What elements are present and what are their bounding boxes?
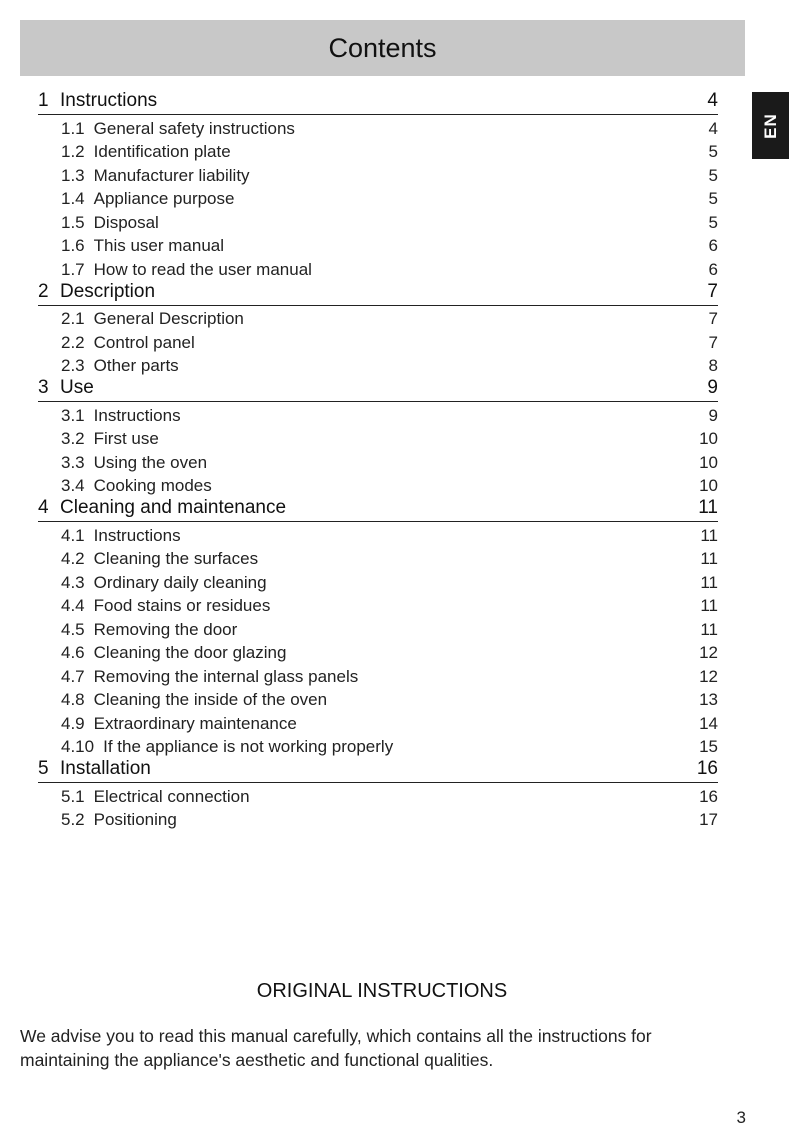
toc-entry-label [61, 714, 297, 734]
toc-entry[interactable] [38, 593, 718, 617]
toc-entry-number: 1.6 [61, 236, 85, 255]
toc-section-heading-label [38, 497, 286, 519]
toc-entry-label [61, 690, 327, 710]
toc-entry-number: 1.7 [61, 259, 85, 279]
toc-entry-number: 5.1 [61, 786, 85, 806]
advice-paragraph: We advise you to read this manual carefully, which contains all the instructions for maintaining the appliance's aesthetic and functional qualities. [20, 1026, 652, 1070]
toc-entry-page: 11 [700, 525, 718, 545]
toc-entry[interactable] [38, 687, 718, 711]
toc-entry[interactable] [38, 233, 718, 257]
toc-entry[interactable] [38, 162, 718, 186]
toc-entry-title: Appliance purpose [93, 189, 235, 208]
toc-entry-page: 5 [708, 189, 718, 208]
toc-entry-number: 4.2 [61, 549, 85, 568]
page-title: Contents [328, 32, 437, 63]
toc-entry-label [61, 429, 159, 449]
toc-entry[interactable] [38, 115, 718, 139]
toc-entry-page: 13 [699, 690, 718, 709]
toc-entry-label [61, 142, 231, 162]
toc-entry[interactable] [38, 426, 718, 450]
toc-entry-label [61, 476, 212, 496]
toc-entry-number: 2.1 [61, 309, 85, 328]
original-instructions-heading: ORIGINAL INSTRUCTIONS [256, 980, 508, 1002]
toc-entry-page: 11 [700, 619, 718, 639]
toc-section [38, 280, 718, 377]
toc-entry-label [61, 119, 295, 139]
toc-entry-number: 4.5 [61, 619, 85, 639]
toc-section-heading-label [38, 281, 155, 303]
toc-entry-title: If the appliance is not working properly [103, 737, 394, 756]
toc-entry-label [61, 333, 195, 353]
toc-entry-page: 12 [699, 643, 718, 662]
toc-section-title: Instructions [60, 90, 158, 111]
toc-entry-title: Instructions [93, 525, 181, 545]
toc-entry-number: 3.2 [61, 429, 85, 448]
toc-entry-page: 9 [708, 405, 718, 425]
toc-entry-page: 11 [700, 549, 718, 568]
toc-section-heading[interactable] [38, 89, 718, 115]
toc-entry-title: Cleaning the door glazing [93, 643, 287, 662]
toc-section-page: 11 [698, 497, 718, 518]
contents-title-bar [20, 20, 745, 76]
toc-section-number: 5 [38, 758, 49, 779]
toc-entry-number: 4.7 [61, 666, 85, 686]
toc-entry-page: 10 [699, 476, 718, 495]
toc-entry-label [61, 643, 286, 663]
toc-entry-label [61, 166, 250, 186]
toc-entry-label [61, 667, 358, 687]
toc-entry-number: 1.4 [61, 189, 85, 208]
toc-entry-title: How to read the user manual [93, 259, 312, 279]
toc-entry-label [61, 573, 267, 593]
toc-section-page: 9 [707, 377, 718, 398]
table-of-contents [38, 89, 718, 830]
toc-entry-page: 14 [699, 713, 718, 733]
toc-entry[interactable] [38, 640, 718, 664]
toc-entry-label [61, 526, 181, 546]
toc-entry-title: Using the oven [93, 452, 208, 472]
toc-entry[interactable] [38, 522, 718, 546]
toc-entry-title: Extraordinary maintenance [93, 713, 297, 733]
page-number: 3 [736, 1108, 746, 1127]
toc-entry-label [61, 189, 234, 209]
language-tab-label: EN [760, 112, 780, 139]
toc-entry-title: Cleaning the surfaces [93, 549, 259, 568]
toc-entry-number: 4.10 [61, 737, 95, 756]
language-tab [752, 92, 789, 159]
toc-entry-label [61, 213, 159, 233]
toc-entry-label [61, 260, 312, 280]
toc-entry-label [61, 453, 207, 473]
toc-entry[interactable] [38, 186, 718, 210]
toc-entry-number: 4.1 [61, 525, 85, 545]
toc-entry-label [61, 596, 270, 616]
toc-section-heading-label [38, 90, 157, 112]
toc-section-number: 1 [38, 90, 49, 111]
toc-entry-title: Instructions [93, 405, 181, 425]
toc-entry-number: 3.1 [61, 405, 85, 425]
toc-entry-title: This user manual [93, 236, 225, 255]
toc-entry[interactable] [38, 256, 718, 280]
toc-entry-title: Removing the internal glass panels [93, 666, 359, 686]
toc-entry[interactable] [38, 473, 718, 497]
toc-section-page: 4 [707, 90, 718, 111]
toc-section-page: 7 [707, 280, 718, 302]
toc-section-title: Cleaning and maintenance [60, 497, 287, 518]
toc-entry-label [61, 356, 179, 376]
toc-section-heading-label [38, 758, 151, 780]
toc-entry[interactable] [38, 569, 718, 593]
toc-entry-label [61, 406, 181, 426]
toc-entry-title: First use [93, 429, 159, 448]
toc-entry[interactable] [38, 139, 718, 163]
toc-entry-page: 12 [699, 666, 718, 686]
toc-entry-title: Ordinary daily cleaning [93, 572, 267, 592]
toc-entry-label [61, 620, 237, 640]
toc-entry-page: 7 [708, 332, 718, 352]
toc-section-number: 4 [38, 497, 49, 518]
toc-entry[interactable] [38, 449, 718, 473]
toc-entry-label [61, 236, 224, 256]
toc-entry-number: 1.3 [61, 165, 85, 185]
toc-entry-page: 15 [699, 737, 718, 756]
toc-entry-page: 16 [699, 786, 718, 806]
toc-entry[interactable] [38, 663, 718, 687]
toc-entry-title: Electrical connection [93, 786, 250, 806]
toc-entry[interactable] [38, 616, 718, 640]
toc-entry-number: 4.6 [61, 643, 85, 662]
toc-section-title: Use [60, 377, 94, 398]
toc-entry[interactable] [38, 329, 718, 353]
toc-entry-page: 10 [699, 452, 718, 472]
toc-section-heading[interactable] [38, 496, 718, 522]
toc-section [38, 496, 718, 757]
toc-entry-title: Cleaning the inside of the oven [93, 690, 328, 709]
toc-entry-number: 3.3 [61, 452, 85, 472]
toc-entry-title: Removing the door [93, 619, 238, 639]
toc-entry-title: Manufacturer liability [93, 165, 250, 185]
toc-entry-number: 1.5 [61, 212, 85, 232]
toc-section-heading[interactable] [38, 757, 718, 783]
toc-entry[interactable] [38, 710, 718, 734]
toc-entry-number: 3.4 [61, 476, 85, 495]
toc-entry-label [61, 737, 393, 757]
toc-entry-title: General Description [93, 309, 244, 328]
toc-entry[interactable] [38, 807, 718, 831]
toc-entry-number: 2.3 [61, 356, 85, 375]
toc-entry-title: Cooking modes [93, 476, 212, 495]
toc-entry-page: 17 [699, 810, 718, 829]
toc-section-number: 2 [38, 280, 49, 302]
toc-entry-title: Other parts [93, 356, 179, 375]
toc-entry-title: Food stains or residues [93, 596, 271, 615]
toc-entry-page: 5 [708, 142, 718, 161]
toc-section-title: Installation [60, 758, 151, 779]
toc-entry[interactable] [38, 402, 718, 426]
toc-entry-page: 6 [708, 259, 718, 279]
toc-entry-number: 2.2 [61, 332, 85, 352]
toc-entry[interactable] [38, 353, 718, 377]
toc-section [38, 757, 718, 830]
toc-entry-label [61, 787, 250, 807]
toc-entry-label [61, 549, 258, 569]
toc-entry-title: Positioning [93, 810, 177, 829]
toc-entry-page: 5 [708, 165, 718, 185]
toc-section-number: 3 [38, 377, 49, 398]
toc-section-heading-label [38, 377, 94, 399]
toc-entry[interactable] [38, 306, 718, 330]
toc-entry-label [61, 810, 177, 830]
toc-entry-page: 6 [708, 236, 718, 255]
toc-section [38, 376, 718, 496]
toc-entry-title: Identification plate [93, 142, 231, 161]
toc-entry-number: 1.2 [61, 142, 85, 161]
toc-entry[interactable] [38, 734, 718, 758]
toc-entry-title: Disposal [93, 212, 159, 232]
toc-entry-page: 10 [699, 429, 718, 448]
toc-entry[interactable] [38, 783, 718, 807]
toc-section-title: Description [60, 280, 156, 302]
toc-entry-title: General safety instructions [93, 118, 295, 138]
toc-entry[interactable] [38, 546, 718, 570]
toc-entry-number: 4.3 [61, 572, 85, 592]
toc-section-page: 16 [696, 758, 718, 779]
toc-entry-page: 5 [708, 212, 718, 232]
toc-entry-number: 1.1 [61, 118, 85, 138]
toc-entry-page: 4 [708, 118, 718, 138]
toc-entry-number: 4.4 [61, 596, 85, 615]
toc-section-heading[interactable] [38, 376, 718, 402]
toc-entry[interactable] [38, 209, 718, 233]
toc-entry-page: 7 [708, 309, 718, 328]
toc-section-heading[interactable] [38, 280, 718, 306]
toc-entry-number: 5.2 [61, 810, 85, 829]
toc-section [38, 89, 718, 280]
toc-entry-number: 4.9 [61, 713, 85, 733]
toc-entry-number: 4.8 [61, 690, 85, 709]
toc-entry-page: 8 [708, 356, 718, 375]
toc-entry-title: Control panel [93, 332, 195, 352]
toc-entry-label [61, 309, 244, 329]
toc-entry-page: 11 [700, 572, 718, 592]
toc-entry-page: 11 [700, 596, 718, 615]
